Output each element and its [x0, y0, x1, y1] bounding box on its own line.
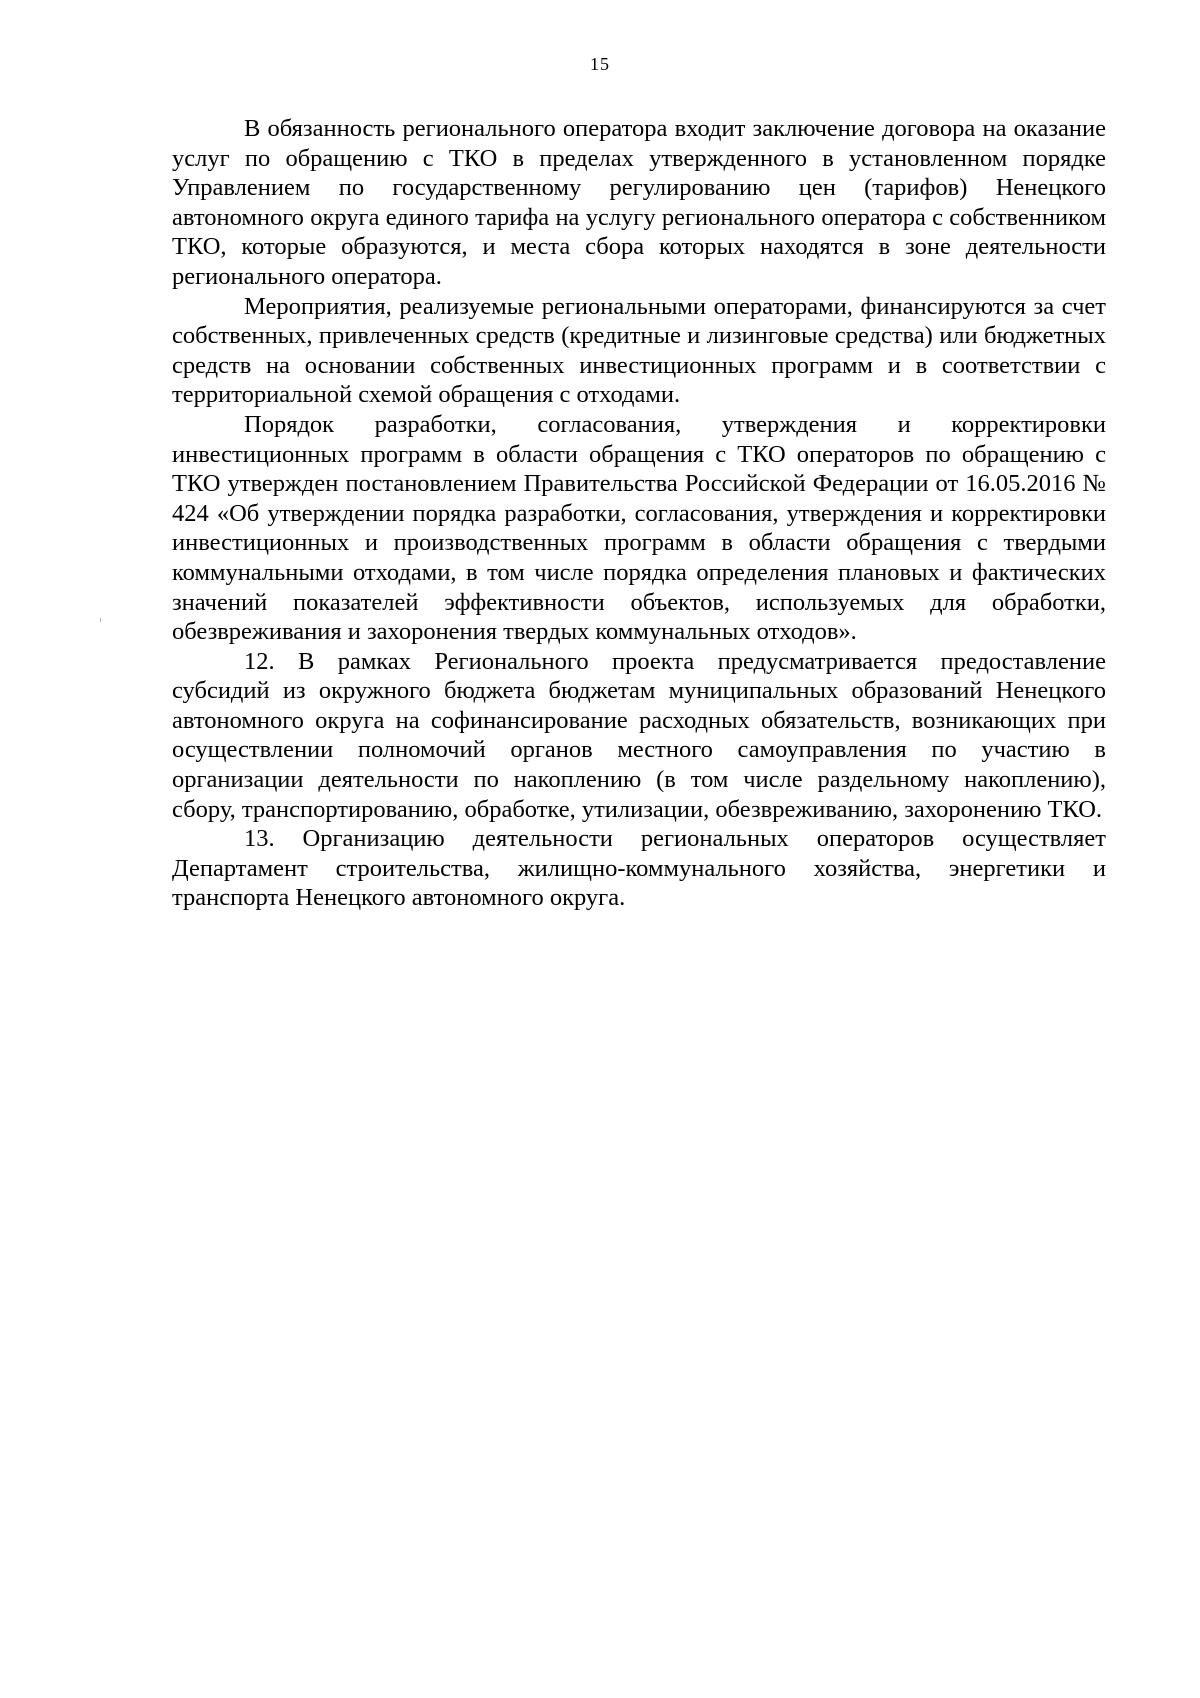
paragraph-financing: Мероприятия, реализуемые региональными операторами, финансируются за счет собственных, привлеченных средств (кредитные и лизинговые средства) или бюджетных средств на основании собственных инвестиционных программ и в соответствии с территориальной схемой обращения с отходами.: [172, 292, 1106, 409]
document-body: [172, 114, 1106, 913]
paragraph-operator-obligation: В обязанность регионального оператора входит заключение договора на оказание услуг по обращению с ТКО в пределах утвержденного в установленном порядке Управлением по государственному регулированию цен (тарифов) Ненецкого автономного округа единого тарифа на услугу регионального оператора с собственником ТКО, которые образуются, и места сбора которых находятся в зоне деятельности регионального оператора.: [172, 115, 1106, 290]
paragraph-item-13: 13. Организацию деятельности региональных операторов осуществляет Департамент строительства, жилищно-коммунального хозяйства, энергетики и транспорта Ненецкого автономного округа.: [172, 825, 1106, 912]
paragraph-item-12: 12. В рамках Регионального проекта предусматривается предоставление субсидий из окружного бюджета бюджетам муниципальных образований Ненецкого автономного округа на софинансирование расходных обязательств, возникающих при осуществлении полномочий органов местного самоуправления по участию в организации деятельности по накоплению (в том числе раздельному накоплению), сбору, транспортированию, обработке, утилизации, обезвреживанию, захоронению ТКО.: [172, 647, 1106, 823]
paragraph-investment-programs: Порядок разработки, согласования, утверждения и корректировки инвестиционных программ в области обращения с ТКО операторов по обращению с ТКО утвержден постановлением Правительства Российской Федерации от 16.05.2016 № 424 «Об утверждении порядка разработки, согласования, утверждения и корректировки инвестиционных и производственных программ в области обращения с твердыми коммунальными отходами, в том числе порядка определения плановых и фактических значений показателей эффективности объектов, используемых для обработки, обезвреживания и захоронения твердых коммунальных отходов».: [172, 410, 1106, 646]
scan-margin-mark: [100, 618, 101, 622]
page-number: 15: [590, 54, 610, 74]
